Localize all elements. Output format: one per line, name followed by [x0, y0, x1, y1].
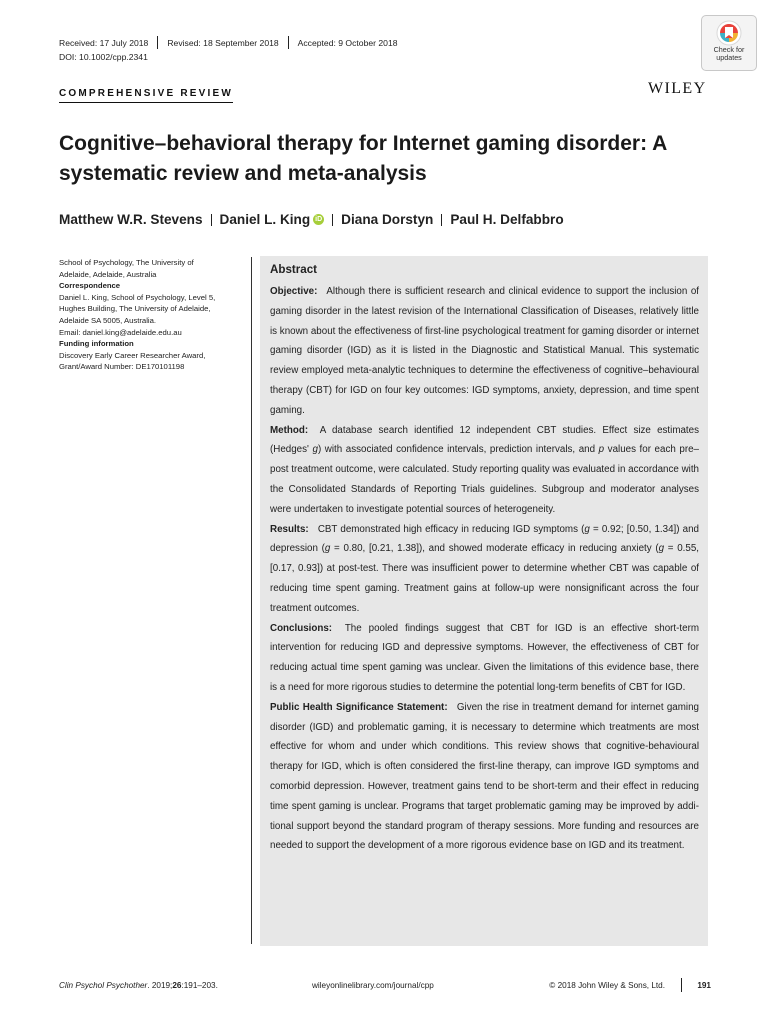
orcid-icon[interactable]: iD: [315, 216, 323, 223]
badge-line-1: Check for: [713, 45, 745, 54]
abstract-method: [270, 421, 699, 520]
correspondence: [59, 292, 245, 338]
objective-text: Although there is sufficient research and clinical evidence to support the inclusion of gaming disorder in the latest revision of the International Classification of Diseases, relatively little is known about the effectiveness of first-line psychological treatment for gaming disorder or internet gaming disorder (IGD) as it is listed in the Diagnostic and Statistical Manual. This systematic review employed meta-analytic techniques to determine the effectiveness of cognitive–behavioural therapy (CBT) for IGD on four key outcomes: IGD symptoms, anxiety, depression, and time spent gaming.: [270, 286, 699, 416]
abstract-public-health: [270, 698, 699, 856]
copyright: © 2018 John Wiley & Sons, Ltd.: [549, 981, 665, 990]
divider: [157, 36, 158, 49]
author-list: [59, 212, 564, 227]
author-name[interactable]: Daniel L. King: [219, 212, 311, 227]
results-symbol: g: [584, 523, 590, 535]
method-text: ) with associated confidence intervals, prediction intervals, and: [317, 444, 596, 456]
correspondence-line: Daniel L. King, School of Psychology, Level 5,: [59, 292, 216, 302]
abstract-conclusions: [270, 619, 699, 698]
abstract-heading: Abstract: [270, 263, 318, 276]
citation-pages: :191–203.: [181, 981, 218, 990]
check-for-updates-badge[interactable]: [701, 15, 757, 71]
author-name[interactable]: Matthew W.R. Stevens: [59, 212, 203, 227]
section-label: COMPREHENSIVE REVIEW: [59, 88, 233, 103]
title-line-2: systematic review and meta-analysis: [59, 162, 427, 185]
funding-line: Grant/Award Number: DE170101198: [59, 362, 185, 372]
correspondence-heading: Correspondence: [59, 281, 121, 291]
crossmark-icon: [716, 20, 742, 46]
results-text: = 0.55, [0.17, 0.93]) at post-test. There was insufficient power to determine whether CBT was capable of reducing time spent gaming. Treatment gains at follow-up were nonsignificant across the four treatment outcomes.: [270, 543, 699, 614]
results-label: Results:: [270, 523, 309, 535]
author-name[interactable]: Paul H. Delfabbro: [450, 212, 564, 227]
publisher-logo: WILEY: [648, 80, 707, 97]
conclusions-label: Conclusions:: [270, 622, 333, 634]
conclusions-text: The pooled findings suggest that CBT for IGD is an effective short-term intervention for reducing IGD and depressive symptoms. However, the effectiveness of CBT for reducing actual time spent gaming was unclear. Given the limitations of this evidence base, there is a need for more rigorous studies to determine the potential long-term benefits of CBT for IGD.: [270, 622, 699, 693]
affiliation: [59, 257, 245, 280]
funding-line: Discovery Early Career Researcher Award,: [59, 350, 206, 360]
divider: [288, 36, 289, 49]
accepted-date: Accepted: 9 October 2018: [297, 37, 398, 48]
journal-name: Clin Psychol Psychother: [59, 981, 148, 990]
method-text: values for each pre–post treatment outcome, were calculated. Study reporting quality was evaluated in accordance with the Consolidated Standards of Reporting Trials guidelines. Subgroup and moderator analyses were undertaken to investigate potential sources of heterogeneity.: [270, 444, 699, 515]
abstract-box: [260, 256, 708, 946]
journal-url[interactable]: wileyonlinelibrary.com/journal/cpp: [312, 981, 434, 990]
correspondence-line: Hughes Building, The University of Adelaide,: [59, 304, 211, 314]
author-name[interactable]: Diana Dorstyn: [341, 212, 434, 227]
public-health-label: Public Health Significance Statement:: [270, 701, 448, 713]
objective-label: Objective:: [270, 286, 318, 297]
article-title: [59, 129, 739, 189]
journal-citation: [59, 981, 218, 990]
method-label: Method:: [270, 424, 309, 436]
abstract-results: [270, 520, 699, 619]
method-symbol: p: [598, 444, 605, 456]
affiliation-line: Adelaide, Adelaide, Australia: [59, 269, 157, 279]
divider: [332, 214, 333, 226]
results-text: = 0.80, [0.21, 1.38]), and showed moderate efficacy in reducing anxiety (: [330, 543, 659, 555]
abstract-body: [270, 282, 699, 856]
column-divider: [251, 257, 252, 944]
method-symbol: g: [312, 444, 318, 456]
citation-volume: 26: [172, 981, 182, 990]
title-line-1: Cognitive–behavioral therapy for Internet gaming disorder: A: [59, 132, 668, 155]
badge-line-2: updates: [716, 53, 742, 62]
funding-info: [59, 350, 245, 373]
divider: [681, 978, 682, 992]
affiliation-line: School of Psychology, The University of: [59, 258, 194, 267]
divider: [441, 214, 442, 226]
abstract-objective: [270, 282, 699, 421]
article-info-sidebar: [59, 257, 245, 373]
public-health-text: Given the rise in treatment demand for internet gaming disorder (IGD) and problematic gaming, it is necessary to determine which treatments are most effective for whom and under which conditions. This review shows that cognitive-behavioural therapy for IGD, which is often considered the first-line therapy, can improve IGD symptoms and comorbid depression. However, treatment gains tend to be short-term and their effect in reducing time spent gaming is unclear. Programs that target problematic gaming may be improved by additional support beyond the standard program of therapy sessions. More funding and resources are needed to support the development of a more rigorous evidence base on IGD and its treatment.: [270, 701, 699, 852]
funding-heading: Funding information: [59, 339, 134, 349]
results-text: CBT demonstrated high efficacy in reducing IGD symptoms (: [317, 523, 585, 535]
correspondence-line: Adelaide SA 5005, Australia.: [59, 315, 157, 325]
email-link[interactable]: Email: daniel.king@adelaide.edu.au: [59, 327, 182, 337]
page-number: 191: [697, 981, 711, 990]
results-symbol: g: [658, 543, 665, 555]
method-text: A database search identified 12 independent CBT studies. Effect size estimates (Hedges': [270, 424, 699, 456]
article-history: [59, 36, 398, 49]
doi: DOI: 10.1002/cpp.2341: [59, 52, 148, 62]
revised-date: Revised: 18 September 2018: [167, 37, 279, 48]
citation-year: . 2019;: [147, 981, 173, 990]
divider: [211, 214, 212, 226]
received-date: Received: 17 July 2018: [59, 37, 149, 48]
results-symbol: g: [324, 543, 331, 555]
results-text: = 0.92; [0.50, 1.34]) and depression (: [270, 523, 699, 555]
